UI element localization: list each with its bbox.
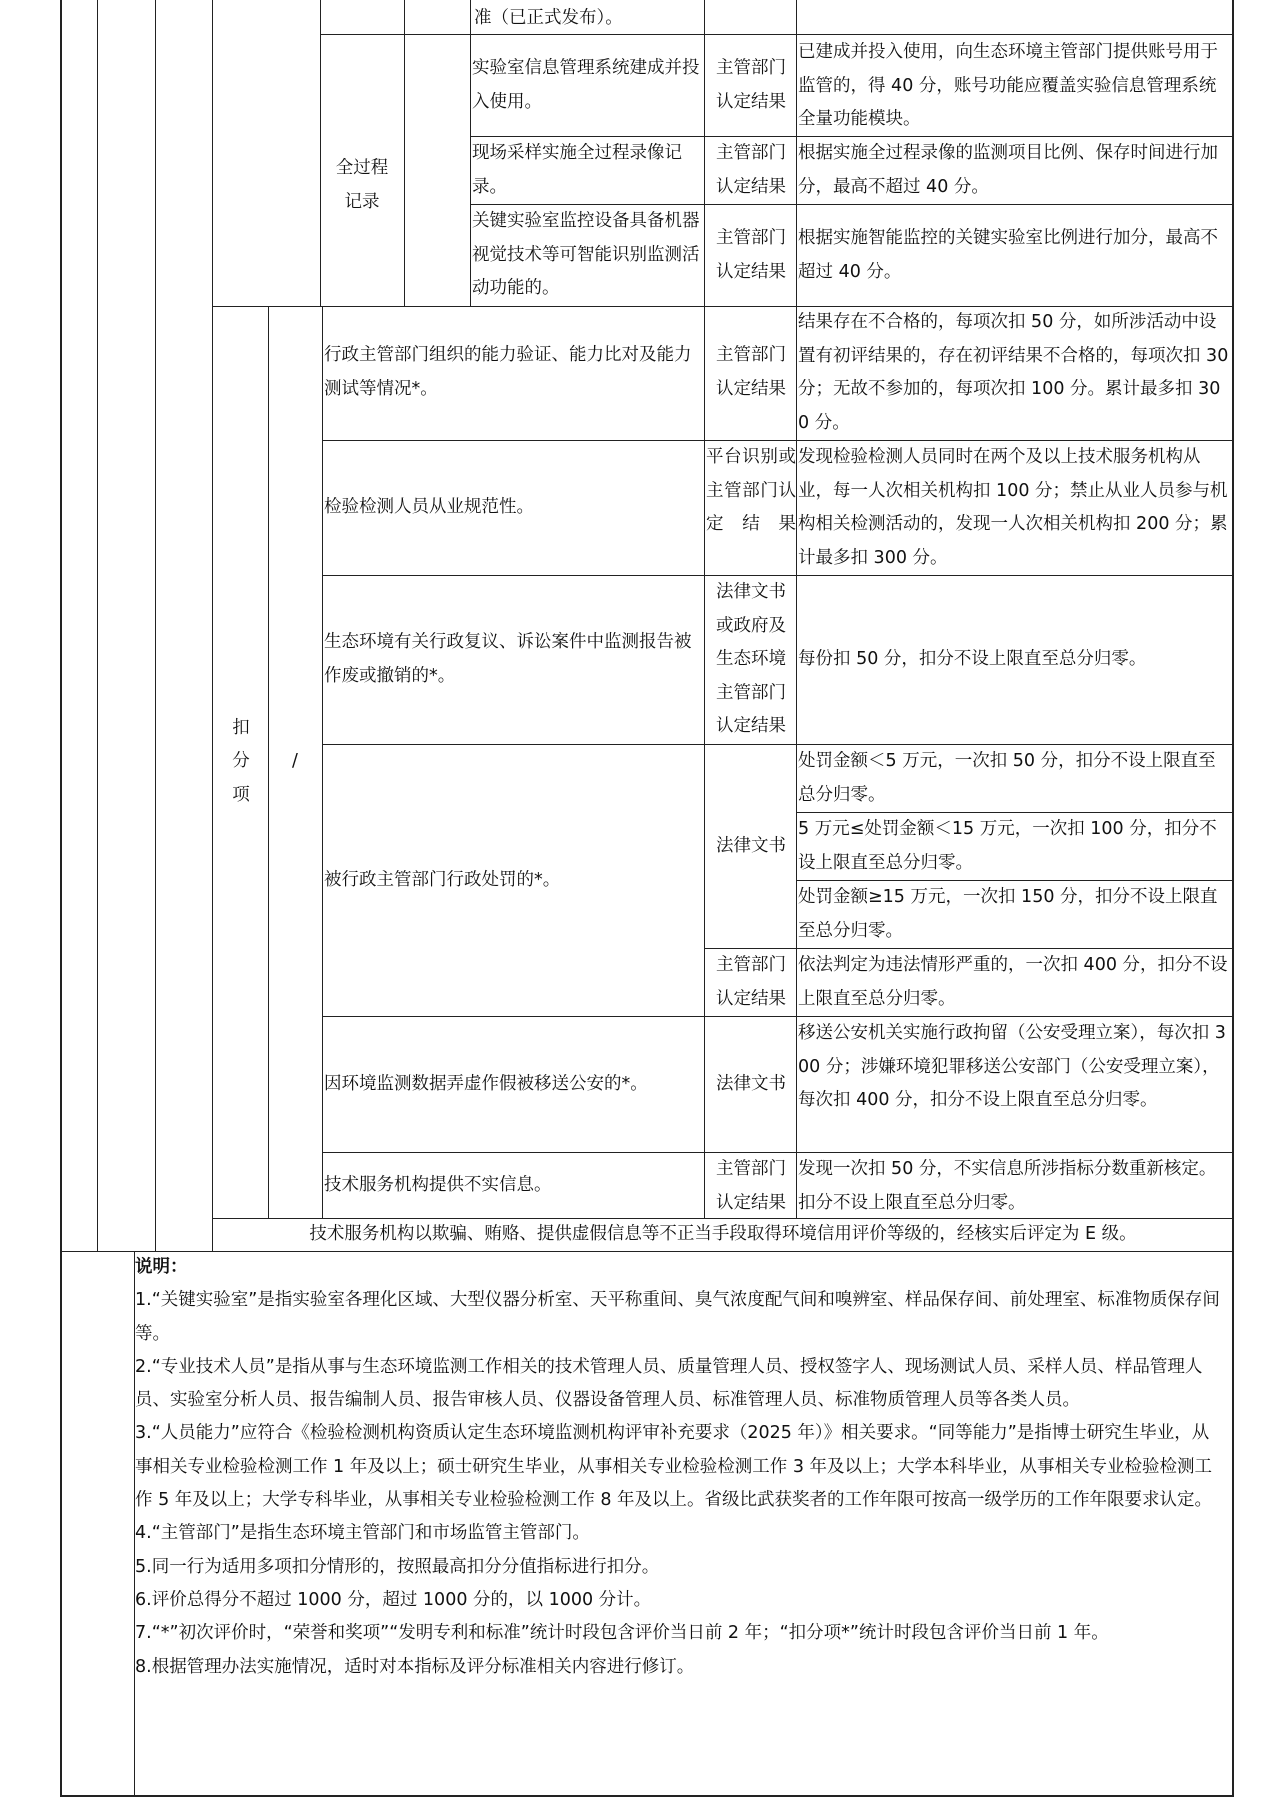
source-text: 主管部门认定结果 [716, 1159, 786, 1213]
rule-text: 已建成并投入使用，向生态环境主管部门提供账号用于监管的，得 40 分，账号功能应覆盖实验信息管理系统全量功能模块。 [798, 42, 1218, 130]
source-text: 主管部门认定结果 [716, 58, 786, 112]
top-partial-text: 准（已正式发布）。 [474, 8, 623, 28]
item-cell [324, 745, 704, 1016]
rule-text: 发现一次扣 50 分，不实信息所涉指标分数重新核定。扣分不设上限直至总分归零。 [798, 1159, 1217, 1213]
source-text-2: 主管部门认定结果 [716, 955, 786, 1009]
full-process-record-text: 全过程记录 [335, 158, 389, 212]
item-text: 实验室信息管理系统建成并投入使用。 [472, 58, 700, 112]
note-item: 1.“关键实验室”是指实验室各理化区域、大型仪器分析室、天平称重间、臭气浓度配气间和嗅辨室、样品保存间、前处理室、标准物质保存间等。 [135, 1290, 1220, 1344]
item-text: 因环境监测数据弄虚作假被移送公安的*。 [324, 1073, 648, 1094]
rule-cell [798, 576, 1230, 744]
source-text: 法律文书 [716, 1073, 786, 1094]
item-cell [324, 1153, 704, 1218]
rule-text: 根据实施全过程录像的监测项目比例、保存时间进行加分，最高不超过 40 分。 [798, 143, 1218, 197]
deduction-label-text: 扣分项 [232, 717, 250, 805]
item-text: 技术服务机构提供不实信息。 [324, 1174, 552, 1195]
note-item: 4.“主管部门”是指生态环境主管部门和市场监管主管部门。 [135, 1523, 590, 1544]
e-level-rule: 技术服务机构以欺骗、贿赂、提供虚假信息等不正当手段取得环境信用评价等级的，经核实后评定为 E 级。 [309, 1224, 1137, 1244]
source-cell [708, 745, 794, 948]
notes-title: 说明： [135, 1257, 188, 1277]
note-item: 5.同一行为适用多项扣分情形的，按照最高扣分分值指标进行扣分。 [135, 1556, 660, 1577]
rule-text-tier-3: 处罚金额≥15 万元，一次扣 150 分，扣分不设上限直至总分归零。 [798, 887, 1218, 941]
rule-text: 发现检验检测人员同时在两个及以上技术服务机构从业，每一人次相关机构扣 100 分；禁止从业人员参与机构相关检测活动的，发现一人次相关机构扣 200 分；累计最多扣 300 分。 [798, 447, 1228, 568]
source-text: 主管部门认定结果 [716, 143, 786, 197]
deduction-label [214, 306, 268, 1218]
full-process-record-label [330, 136, 394, 236]
rule-text: 结果存在不合格的，每项次扣 50 分，如所涉活动中设置有初评结果的，存在初评结果不合格的，每项次扣 30 分；无故不参加的，每项次扣 100 分。累计最多扣 300 分。 [798, 312, 1229, 433]
item-cell [324, 441, 704, 575]
item-text: 生态环境有关行政复议、诉讼案件中监测报告被作废或撤销的*。 [324, 632, 692, 686]
source-text: 法律文书或政府及生态环境主管部门认定结果 [716, 582, 786, 737]
item-text: 被行政主管部门行政处罚的*。 [324, 869, 561, 890]
item-cell [324, 306, 704, 440]
item-text: 行政主管部门组织的能力验证、能力比对及能力测试等情况*。 [324, 345, 692, 399]
item-text: 检验检测人员从业规范性。 [324, 497, 534, 518]
source-text: 主管部门认定结果 [716, 345, 786, 399]
note-item: 3.“人员能力”应符合《检验检测机构资质认定生态环境监测机构评审补充要求（2025 年）》相关要求。“同等能力”是指博士研究生毕业，从事相关专业检验检测工作 1 年及以上；硕士研究生毕业，从事相关专业检验检测工作 3 年及以上；大学本科毕业，从事相关专业检验检测工作 5 年及以上；大学专科毕业，从事相关专业检验检测工作 8 年及以上。省级比武获奖者的工作年限可按高一级学历的工作年限要求认定。 [135, 1423, 1213, 1511]
rule-text-tier-2: 5 万元≤处罚金额＜15 万元，一次扣 100 分，扣分不设上限直至总分归零。 [798, 819, 1217, 873]
source-text: 法律文书 [716, 835, 786, 856]
source-cell [708, 306, 794, 440]
rule-text: 每份扣 50 分，扣分不设上限直至总分归零。 [798, 649, 1147, 670]
rule-text-tier-1: 处罚金额＜5 万元，一次扣 50 分，扣分不设上限直至总分归零。 [798, 751, 1216, 805]
note-item: 8.根据管理办法实施情况，适时对本指标及评分标准相关内容进行修订。 [135, 1656, 695, 1677]
rule-text: 移送公安机关实施行政拘留（公安受理立案），每次扣 300 分；涉嫌环境犯罪移送公安部门（公安受理立案），每次扣 400 分，扣分不设上限直至总分归零。 [798, 1023, 1226, 1111]
item-cell [324, 1017, 704, 1152]
item-text: 关键实验室监控设备具备机器视觉技术等可智能识别监测活动功能的。 [472, 211, 700, 299]
note-item: 2.“专业技术人员”是指从事与生态环境监测工作相关的技术管理人员、质量管理人员、授权签字人、现场测试人员、采样人员、样品管理人员、实验室分析人员、报告编制人员、报告审核人员、仪器设备管理人员、标准管理人员、标准物质管理人员等各类人员。 [135, 1356, 1203, 1411]
rule-text-2: 依法判定为违法情形严重的，一次扣 400 分，扣分不设上限直至总分归零。 [798, 955, 1228, 1009]
note-item: 7.“*”初次评价时，“荣誉和奖项”“发明专利和标准”统计时段包含评价当日前 2 年；“扣分项*”统计时段包含评价当日前 1 年。 [135, 1623, 1109, 1644]
note-item: 6.评价总得分不超过 1000 分，超过 1000 分的，以 1000 分计。 [135, 1589, 652, 1610]
item-cell [324, 576, 704, 744]
deduction-sub-label [268, 306, 322, 1218]
notes-section [135, 1251, 1225, 1684]
source-cell [708, 1017, 794, 1152]
item-text: 现场采样实施全过程录像记录。 [472, 143, 682, 197]
deduction-sub-label-text: / [292, 751, 298, 772]
source-text: 平台识别或主管部门认定结果 [706, 447, 796, 535]
source-text: 主管部门认定结果 [716, 228, 786, 282]
rule-text: 根据实施智能监控的关键实验室比例进行加分，最高不超过 40 分。 [798, 228, 1218, 282]
